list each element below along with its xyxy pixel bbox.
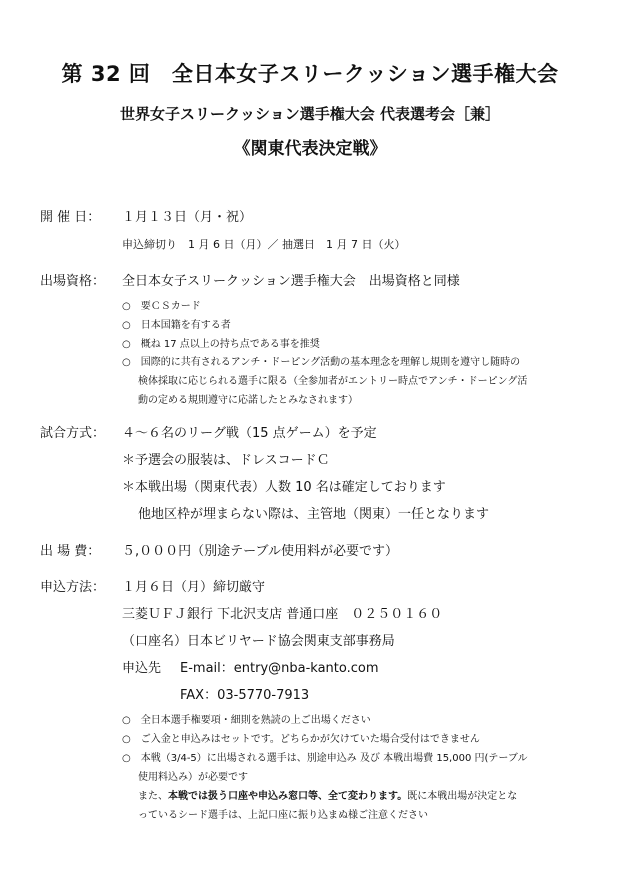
eligibility-label: 出場資格： [40, 274, 106, 289]
contact-fax: FAX：03-5770-7913 [180, 688, 310, 703]
format-label: 試合方式： [40, 426, 106, 441]
page-title: 第 32 回 全日本女子スリークッション選手権大会 [61, 62, 559, 86]
eligibility-item: ○ 要ＣＳカード [122, 301, 201, 312]
warning-prefix: また、 [138, 791, 168, 802]
fee-label: 出 場 費： [40, 544, 101, 559]
bank-account: 三菱ＵＦＪ銀行 下北沢支店 普通口座 ０２５０１６０ [122, 607, 443, 622]
finals-slots-note: ＊本戦出場（関東代表）人数 10 名は確定しております [122, 480, 446, 495]
date-label: 開 催 日： [40, 210, 101, 225]
contact-email: E-mail：entry@nba-kanto.com [180, 661, 379, 676]
eligibility-item-continued: 動の定める規則遵守に応諾したとみなされます） [138, 395, 358, 406]
apply-label: 申込方法： [40, 580, 106, 595]
eligibility-value: 全日本女子スリークッション選手権大会 出場資格と同様 [122, 274, 460, 289]
page-subtitle: 世界女子スリークッション選手権大会 代表選考会［兼］ [120, 105, 500, 123]
format-value: ４～６名のリーグ戦（15 点ゲーム）を予定 [122, 426, 377, 441]
eligibility-item: ○ 日本国籍を有する者 [122, 320, 231, 331]
apply-note: ○ 本戦（3/4-5）に出場される選手は、別途申込み 及び 本戦出場費 15,000 円(テーブル [122, 753, 528, 764]
apply-note: ○ 全日本選手権要項・細則を熟読の上ご出場ください [122, 715, 371, 726]
fee-value: ５,０００円（別途テーブル使用料が必要です） [122, 544, 398, 559]
apply-warning-continued: っているシード選手は、上記口座に振り込まぬ様ご注意ください [138, 810, 428, 821]
apply-warning [138, 787, 517, 802]
other-region-note: 他地区枠が埋まらない際は、主管地（関東）一任となります [138, 507, 490, 522]
apply-note-continued: 使用料込み）が必要です [138, 772, 248, 783]
event-name: 《関東代表決定戦》 [233, 139, 387, 159]
apply-note: ○ ご入金と申込みはセットです。どちらかが欠けていた場合受付はできません [122, 734, 480, 745]
eligibility-item: ○ 概ね 17 点以上の持ち点である事を推奨 [122, 339, 320, 350]
apply-deadline: １月６日（月）締切厳守 [122, 580, 266, 595]
eligibility-item: ○ 国際的に共有されるアンチ・ドーピング活動の基本理念を理解し規則を遵守し随時の [122, 357, 521, 368]
warning-suffix: 既に本戦出場が決定とな [407, 791, 518, 802]
date-value: １月１３日（月・祝） [122, 210, 253, 225]
account-name: （口座名）日本ビリヤード協会関東支部事務局 [122, 634, 395, 649]
contact-label: 申込先 [122, 661, 162, 676]
dress-code-note: ＊予選会の服装は、ドレスコードＣ [122, 453, 330, 468]
deadline-lottery: 申込締切り 1 月 6 日（月）／ 抽選日 1 月 7 日（火） [122, 238, 406, 251]
warning-bold: 本戦では扱う口座や申込み窓口等、全て変わります。 [168, 791, 408, 802]
eligibility-item-continued: 検体採取に応じられる選手に限る（全参加者がエントリー時点でアンチ・ドーピング活 [138, 376, 528, 387]
